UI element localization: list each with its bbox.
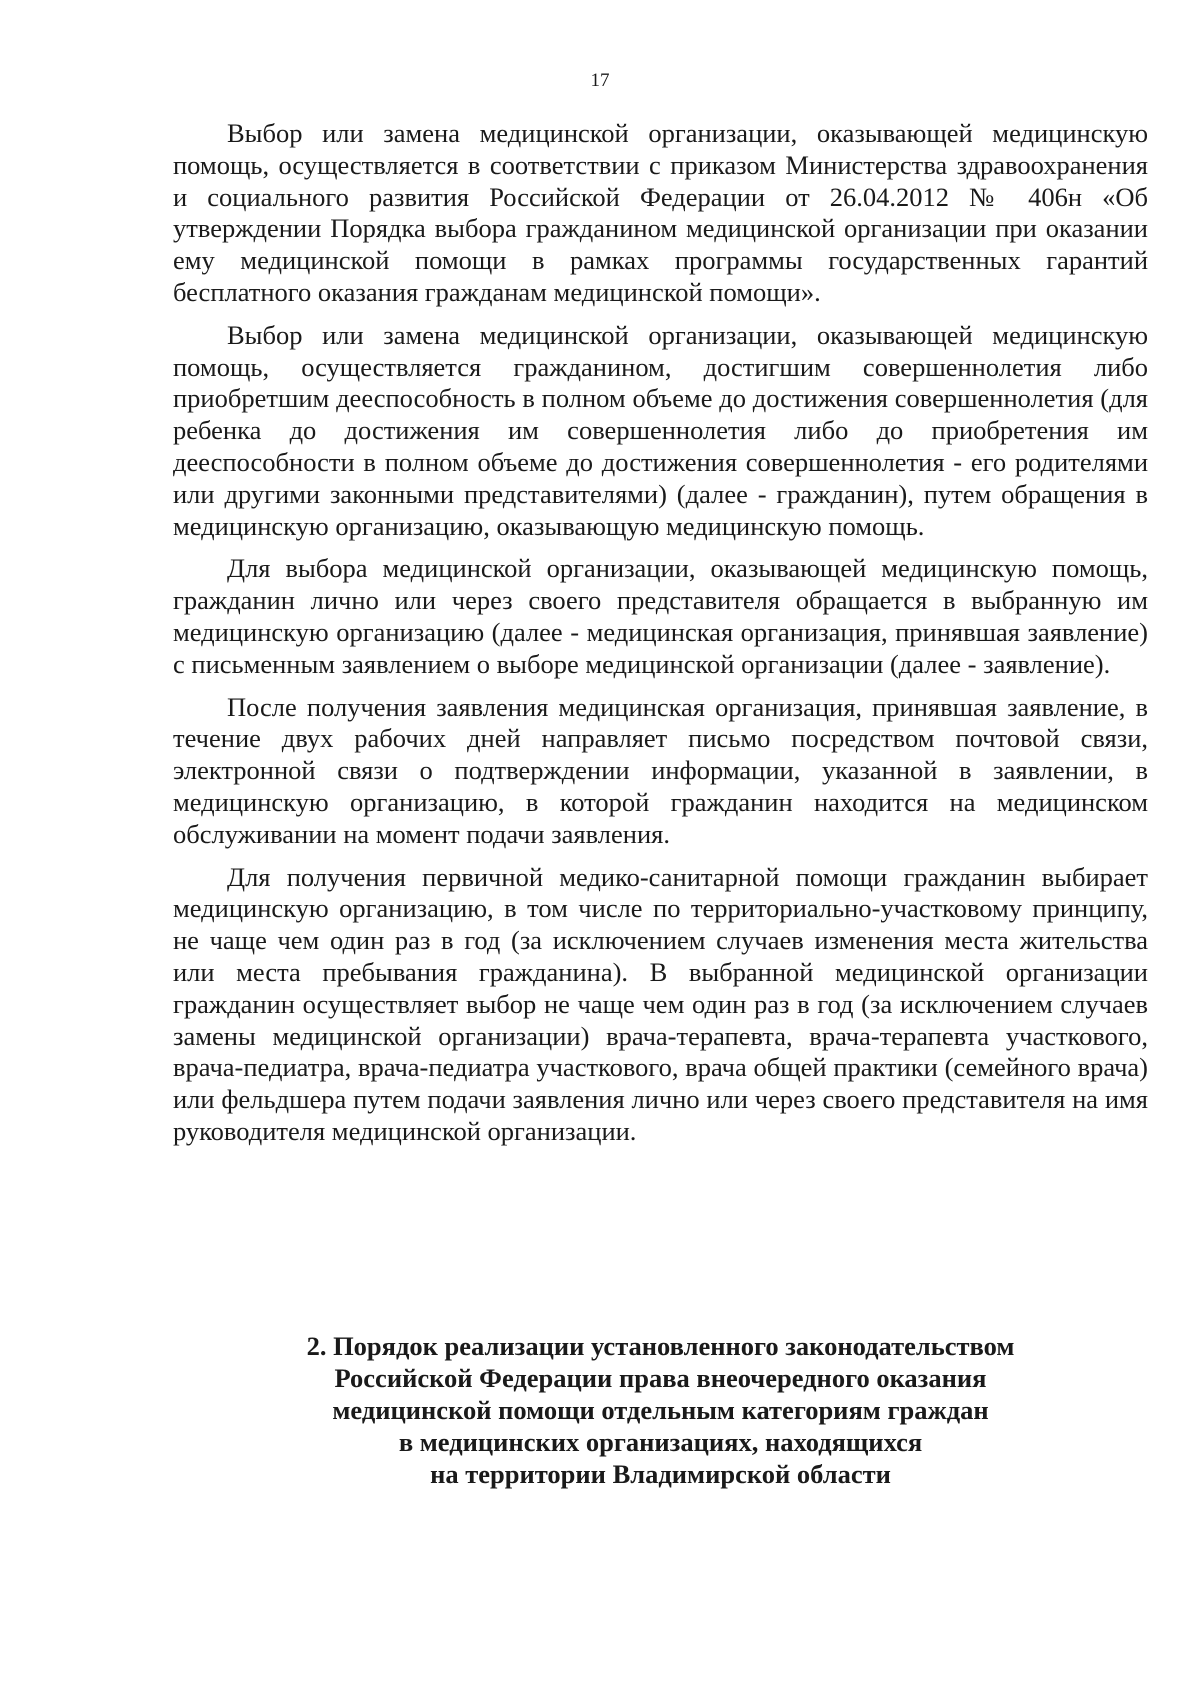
paragraph-application: Для выбора медицинской организации, оказывающей медицинскую помощь, гражданин лично или через своего представителя обращается в выбранную им медицинскую организацию (далее - медицинская организация, принявшая заявление) с письменным заявлением о выборе медицинской организации (далее - заявление).	[173, 553, 1148, 679]
section-heading-line: на территории Владимирской области	[430, 1459, 891, 1489]
section-heading-line: медицинской помощи отдельным категориям граждан	[332, 1395, 989, 1425]
page-number: 17	[590, 70, 610, 91]
body-text	[173, 118, 1148, 1159]
section-heading-line: Российской Федерации права внеочередного оказания	[334, 1363, 987, 1393]
section-heading-line: 2. Порядок реализации установленного законодательством	[306, 1331, 1015, 1361]
section-heading	[173, 1330, 1148, 1490]
section-heading-line: в медицинских организациях, находящихся	[398, 1427, 923, 1457]
paragraph-choice-order: Выбор или замена медицинской организации, оказывающей медицинскую помощь, осуществляется в соответствии с приказом Министерства здравоохранения и социального развития Российской Федерации от 26.04.2012 № 406н «Об утверждении Порядка выбора гражданином медицинской организации при оказании ему медицинской помощи в рамках программы государственных гарантий бесплатного оказания гражданам медицинской помощи».	[173, 118, 1148, 307]
paragraph-after-application: После получения заявления медицинская организация, принявшая заявление, в течение двух рабочих дней направляет письмо посредством почтовой связи, электронной связи о подтверждении информации, указанной в заявлении, в медицинскую организацию, в которой гражданин находится на медицинском обслуживании на момент подачи заявления.	[173, 691, 1148, 849]
paragraph-who-chooses: Выбор или замена медицинской организации, оказывающей медицинскую помощь, осуществляется гражданином, достигшим совершеннолетия либо приобретшим дееспособность в полном объеме до достижения совершеннолетия (для ребенка до достижения им совершеннолетия либо до приобретения им дееспособности в полном объеме до достижения совершеннолетия - его родителями или другими законными представителями) (далее - гражданин), путем обращения в медицинскую организацию, оказывающую медицинскую помощь.	[173, 319, 1148, 541]
paragraph-primary-care: Для получения первичной медико-санитарной помощи гражданин выбирает медицинскую организацию, в том числе по территориально-участковому принципу, не чаще чем один раз в год (за исключением случаев изменения места жительства или места пребывания гражданина). В выбранной медицинской организации гражданин осуществляет выбор не чаще чем один раз в год (за исключением случаев замены медицинской организации) врача-терапевта, врача-терапевта участкового, врача-педиатра, врача-педиатра участкового, врача общей практики (семейного врача) или фельдшера путем подачи заявления лично или через своего представителя на имя руководителя медицинской организации.	[173, 861, 1148, 1146]
